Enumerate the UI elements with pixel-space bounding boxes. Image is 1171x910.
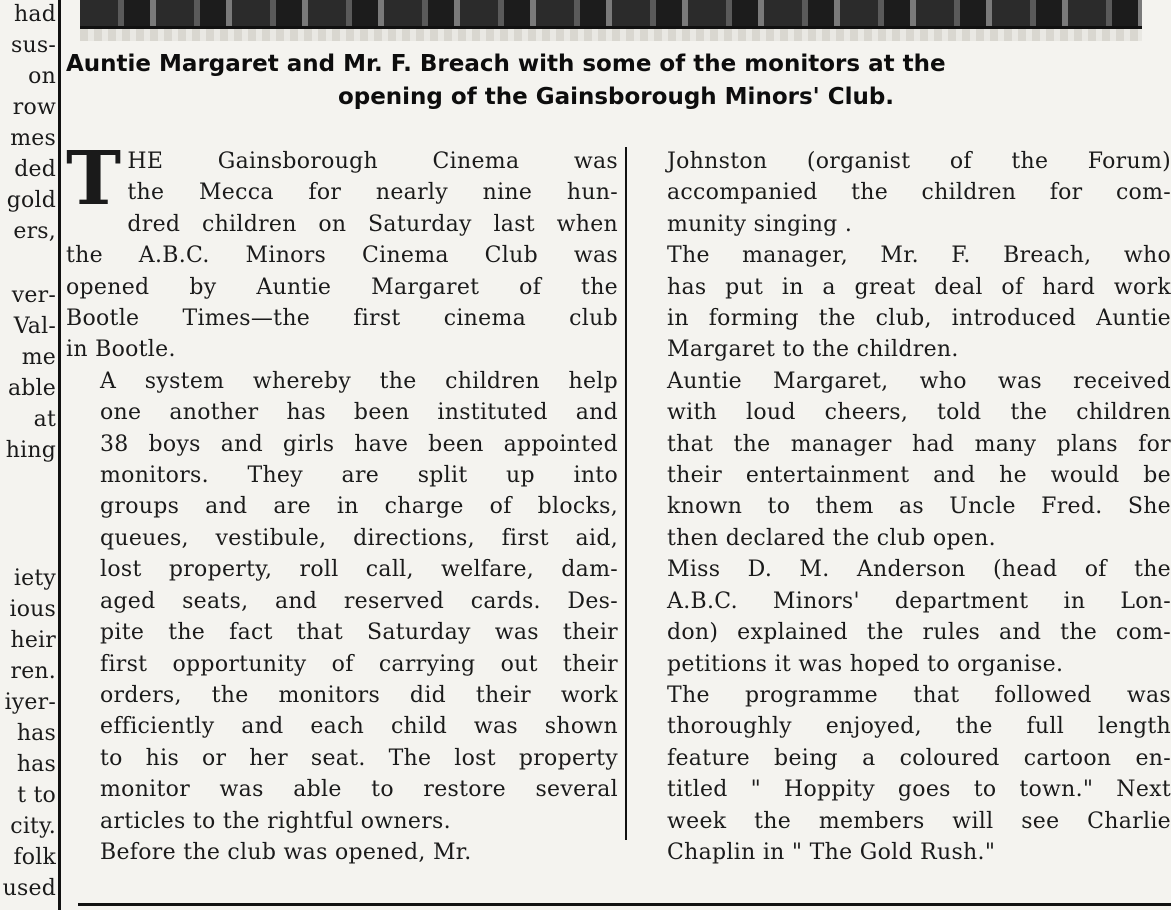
article-column-2	[633, 146, 1171, 866]
text-line: monitor was able to restore several	[100, 777, 618, 803]
text-line: The programme that followed was	[667, 682, 1171, 708]
text-line: to his or her seat. The lost property	[100, 745, 618, 771]
text-line: dred children on Saturday last when	[127, 211, 618, 237]
text-line: feature being a coloured cartoon en-	[667, 745, 1171, 771]
text-line: don) explained the rules and the com-	[667, 620, 1171, 646]
article-paragraph	[633, 366, 1171, 554]
caption-line-1: Auntie Margaret and Mr. F. Breach with some of the monitors at the	[66, 51, 946, 77]
caption-line-2: opening of the Gainsborough Minors' Club.	[337, 84, 895, 110]
left-fragment: on	[28, 64, 56, 89]
text-line: the Mecca for nearly nine hun-	[127, 180, 618, 206]
left-fragment: t to	[17, 783, 56, 808]
text-line: their entertainment and he would be	[667, 463, 1171, 489]
text-line: Before the club was opened, Mr.	[100, 839, 472, 865]
text-line: queues, vestibule, directions, first aid,	[100, 525, 618, 551]
text-line: that the manager had many plans for	[667, 431, 1171, 457]
text-line: titled " Hoppity goes to town." Next	[667, 777, 1171, 803]
text-line: groups and are in charge of blocks,	[100, 494, 618, 520]
text-line: The manager, Mr. F. Breach, who	[667, 243, 1171, 269]
left-fragment: had	[14, 2, 56, 27]
left-fragment: at	[33, 407, 56, 432]
left-fragment: has	[16, 721, 56, 746]
article-paragraph	[633, 146, 1171, 240]
left-fragment: able	[7, 376, 56, 401]
left-fragment: iyer-	[4, 690, 56, 715]
left-fragment: row	[12, 95, 56, 120]
text-line: in Bootle.	[66, 337, 176, 363]
text-line: orders, the monitors did their work	[100, 682, 618, 708]
text-line: Chaplin in " The Gold Rush."	[667, 839, 996, 865]
text-line: with loud cheers, told the children	[667, 400, 1171, 426]
text-line: accompanied the children for com-	[667, 180, 1171, 206]
left-fragment: city.	[10, 814, 56, 839]
text-line: opened by Auntie Margaret of the	[66, 274, 618, 300]
left-fragment: ded	[14, 157, 56, 182]
text-line: week the members will see Charlie	[667, 808, 1171, 834]
text-line: efficiently and each child was shown	[100, 714, 618, 740]
left-fragment: has	[16, 752, 56, 777]
text-line: one another has been instituted and	[100, 400, 618, 426]
text-line: monitors. They are split up into	[100, 463, 618, 489]
text-line: Miss D. M. Anderson (head of the	[667, 557, 1171, 583]
text-line: 38 boys and girls have been appointed	[100, 431, 618, 457]
text-line: first opportunity of carrying out their	[100, 651, 618, 677]
text-line: lost property, roll call, welfare, dam-	[100, 557, 618, 583]
text-line: aged seats, and reserved cards. Des-	[100, 588, 618, 614]
left-fragment: used	[2, 876, 56, 901]
text-line: pite the fact that Saturday was their	[100, 620, 618, 646]
text-line: Johnston (organist of the Forum)	[667, 149, 1171, 174]
left-fragment: folk	[13, 845, 56, 870]
text-line: A system whereby the children help	[100, 368, 618, 394]
left-fragment: iety	[13, 566, 56, 591]
photo-edge	[80, 29, 1142, 41]
article-paragraph	[633, 680, 1171, 866]
left-fragment: Val-	[13, 314, 56, 339]
left-fragment: ver-	[11, 283, 56, 308]
left-fragment: heir	[10, 628, 56, 653]
text-line: munity singing .	[667, 211, 853, 237]
article-paragraph	[66, 136, 618, 366]
article-paragraph	[66, 366, 618, 837]
text-line: Auntie Margaret, who was received	[667, 368, 1171, 394]
text-line: Bootle Times—the first cinema club	[66, 306, 618, 332]
article-paragraph	[633, 240, 1171, 366]
article-column-1	[66, 136, 618, 868]
left-clipped-column	[0, 0, 56, 910]
article-paragraph	[633, 554, 1171, 680]
text-line: in forming the club, introduced Auntie	[667, 306, 1171, 332]
text-line: the A.B.C. Minors Cinema Club was	[66, 243, 618, 269]
text-line: then declared the club open.	[667, 525, 996, 551]
left-fragment: me	[21, 345, 56, 370]
column-rule-left	[58, 0, 61, 910]
text-line: thoroughly enjoyed, the full length	[667, 714, 1171, 740]
left-fragment: ers,	[13, 219, 56, 244]
text-line: articles to the rightful owners.	[100, 808, 451, 834]
article-paragraph	[66, 837, 618, 868]
text-line: A.B.C. Minors' department in Lon-	[667, 588, 1171, 614]
text-line: known to them as Uncle Fred. She	[667, 494, 1171, 520]
left-fragment: hing	[5, 438, 56, 463]
left-fragment: ren.	[10, 659, 56, 684]
photo-caption	[66, 48, 1166, 114]
bottom-rule	[78, 903, 1171, 906]
text-line: has put in a great deal of hard work	[667, 274, 1171, 300]
left-fragment: sus-	[11, 33, 56, 58]
left-fragment: gold	[6, 188, 56, 213]
text-line: HE Gainsborough Cinema was	[127, 149, 618, 174]
left-fragment: ious	[9, 597, 56, 622]
drop-cap: T	[66, 136, 122, 222]
column-rule-middle	[625, 147, 627, 840]
photo-strip	[80, 0, 1142, 29]
text-line: Margaret to the children.	[667, 337, 959, 363]
text-line: petitions it was hoped to organise.	[667, 651, 1064, 677]
left-fragment: mes	[10, 126, 56, 151]
